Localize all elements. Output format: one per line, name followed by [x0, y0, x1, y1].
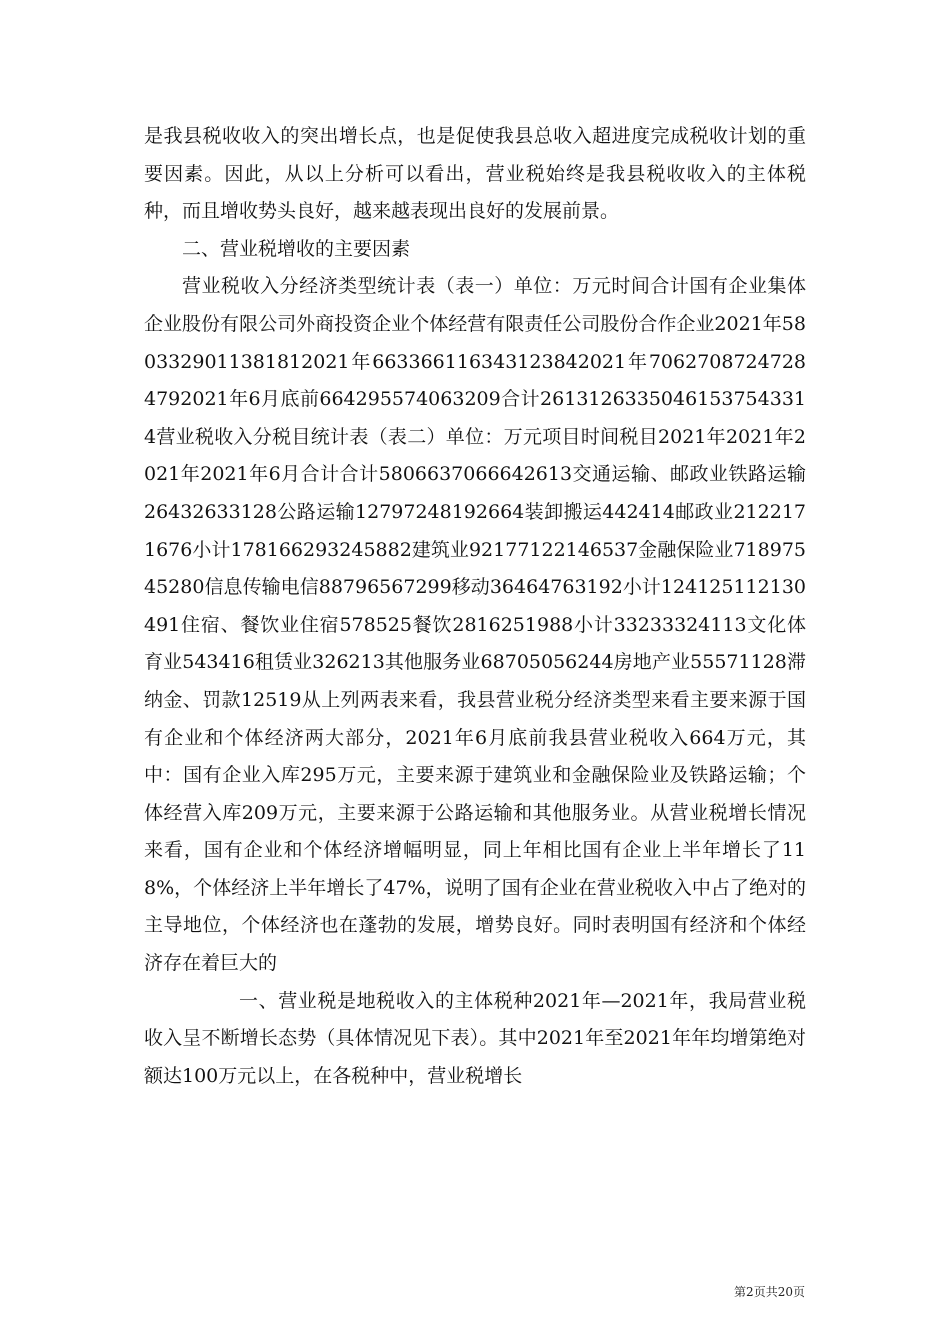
paragraph-main-tax-type: 一、营业税是地税收入的主体税种2021年—2021年，我局营业税收入呈不断增长态势（具体情况见下表）。其中2021年至2021年年均增第绝对额达100万元以上，在各税种中，营业税增长 [144, 989, 806, 1087]
footer-prefix: 第 [734, 1285, 747, 1299]
footer-total-pages: 20 [777, 1285, 793, 1299]
paragraph-continuation: 是我县税收收入的突出增长点，也是促使我县总收入超进度完成税收计划的重要因素。因此，从以上分析可以看出，营业税始终是我县税收收入的主体税种，而且增收势头良好，越来越表现出良好的发展前景。 [144, 125, 806, 223]
section-heading-growth-factors: 二、营业税增收的主要因素 [182, 237, 411, 260]
page-number-footer [734, 1284, 805, 1300]
footer-suffix: 页 [792, 1285, 805, 1299]
footer-middle: 页共 [753, 1285, 778, 1299]
document-body [144, 118, 806, 1095]
paragraph-statistics-tables: 营业税收入分经济类型统计表（表一）单位：万元时间合计国有企业集体企业股份有限公司外商投资企业个体经营有限责任公司股份合作企业2021年5803329011381812021年6633661163431238420​21年706270872472847920​21年6月底前664295574063209合计261312633504615375433​14营业税收入分税目统计表（表二）单位：万元项目时间税目2021年2021年2021年2021年6月合计合计5806637066642613交通运输、邮政业铁路运输26432633128公路运输12797248192664装卸搬运442414邮政业2122171676小计178166293245882建筑业92177122146537金融保险业71897545280信息传输电信88796567299移动36464763192小计124125112130491住宿、餐饮业住宿578525餐饮2816251988小计33233324113文化体育业543416租赁业326213其他服务业68705056244房地产业55571128滞纳金、罚款12519从上列两表来看，我县营业税分经济类型来看主要来源于国有企业和个体经济两大部分，2021年6月底前我县营业税收入664万元，其中：国有企业入库295万元，主要来源于建筑业和金融保险业及铁路运输；个体经营入库209万元，主要来源于公路运输和其他服务业。从营业税增长情况来看，国有企业和个体经济增幅明显，同上年相比国有企业上半年增长了118%，个体经济上半年增长了47%，说明了国有企业在营业税收入中占了绝对的主导地位，个体经济也在蓬勃的发展，增势良好。同时表明国有经济和个体经济存在着巨大的 [144, 275, 806, 975]
footer-current-page: 2 [746, 1285, 754, 1299]
